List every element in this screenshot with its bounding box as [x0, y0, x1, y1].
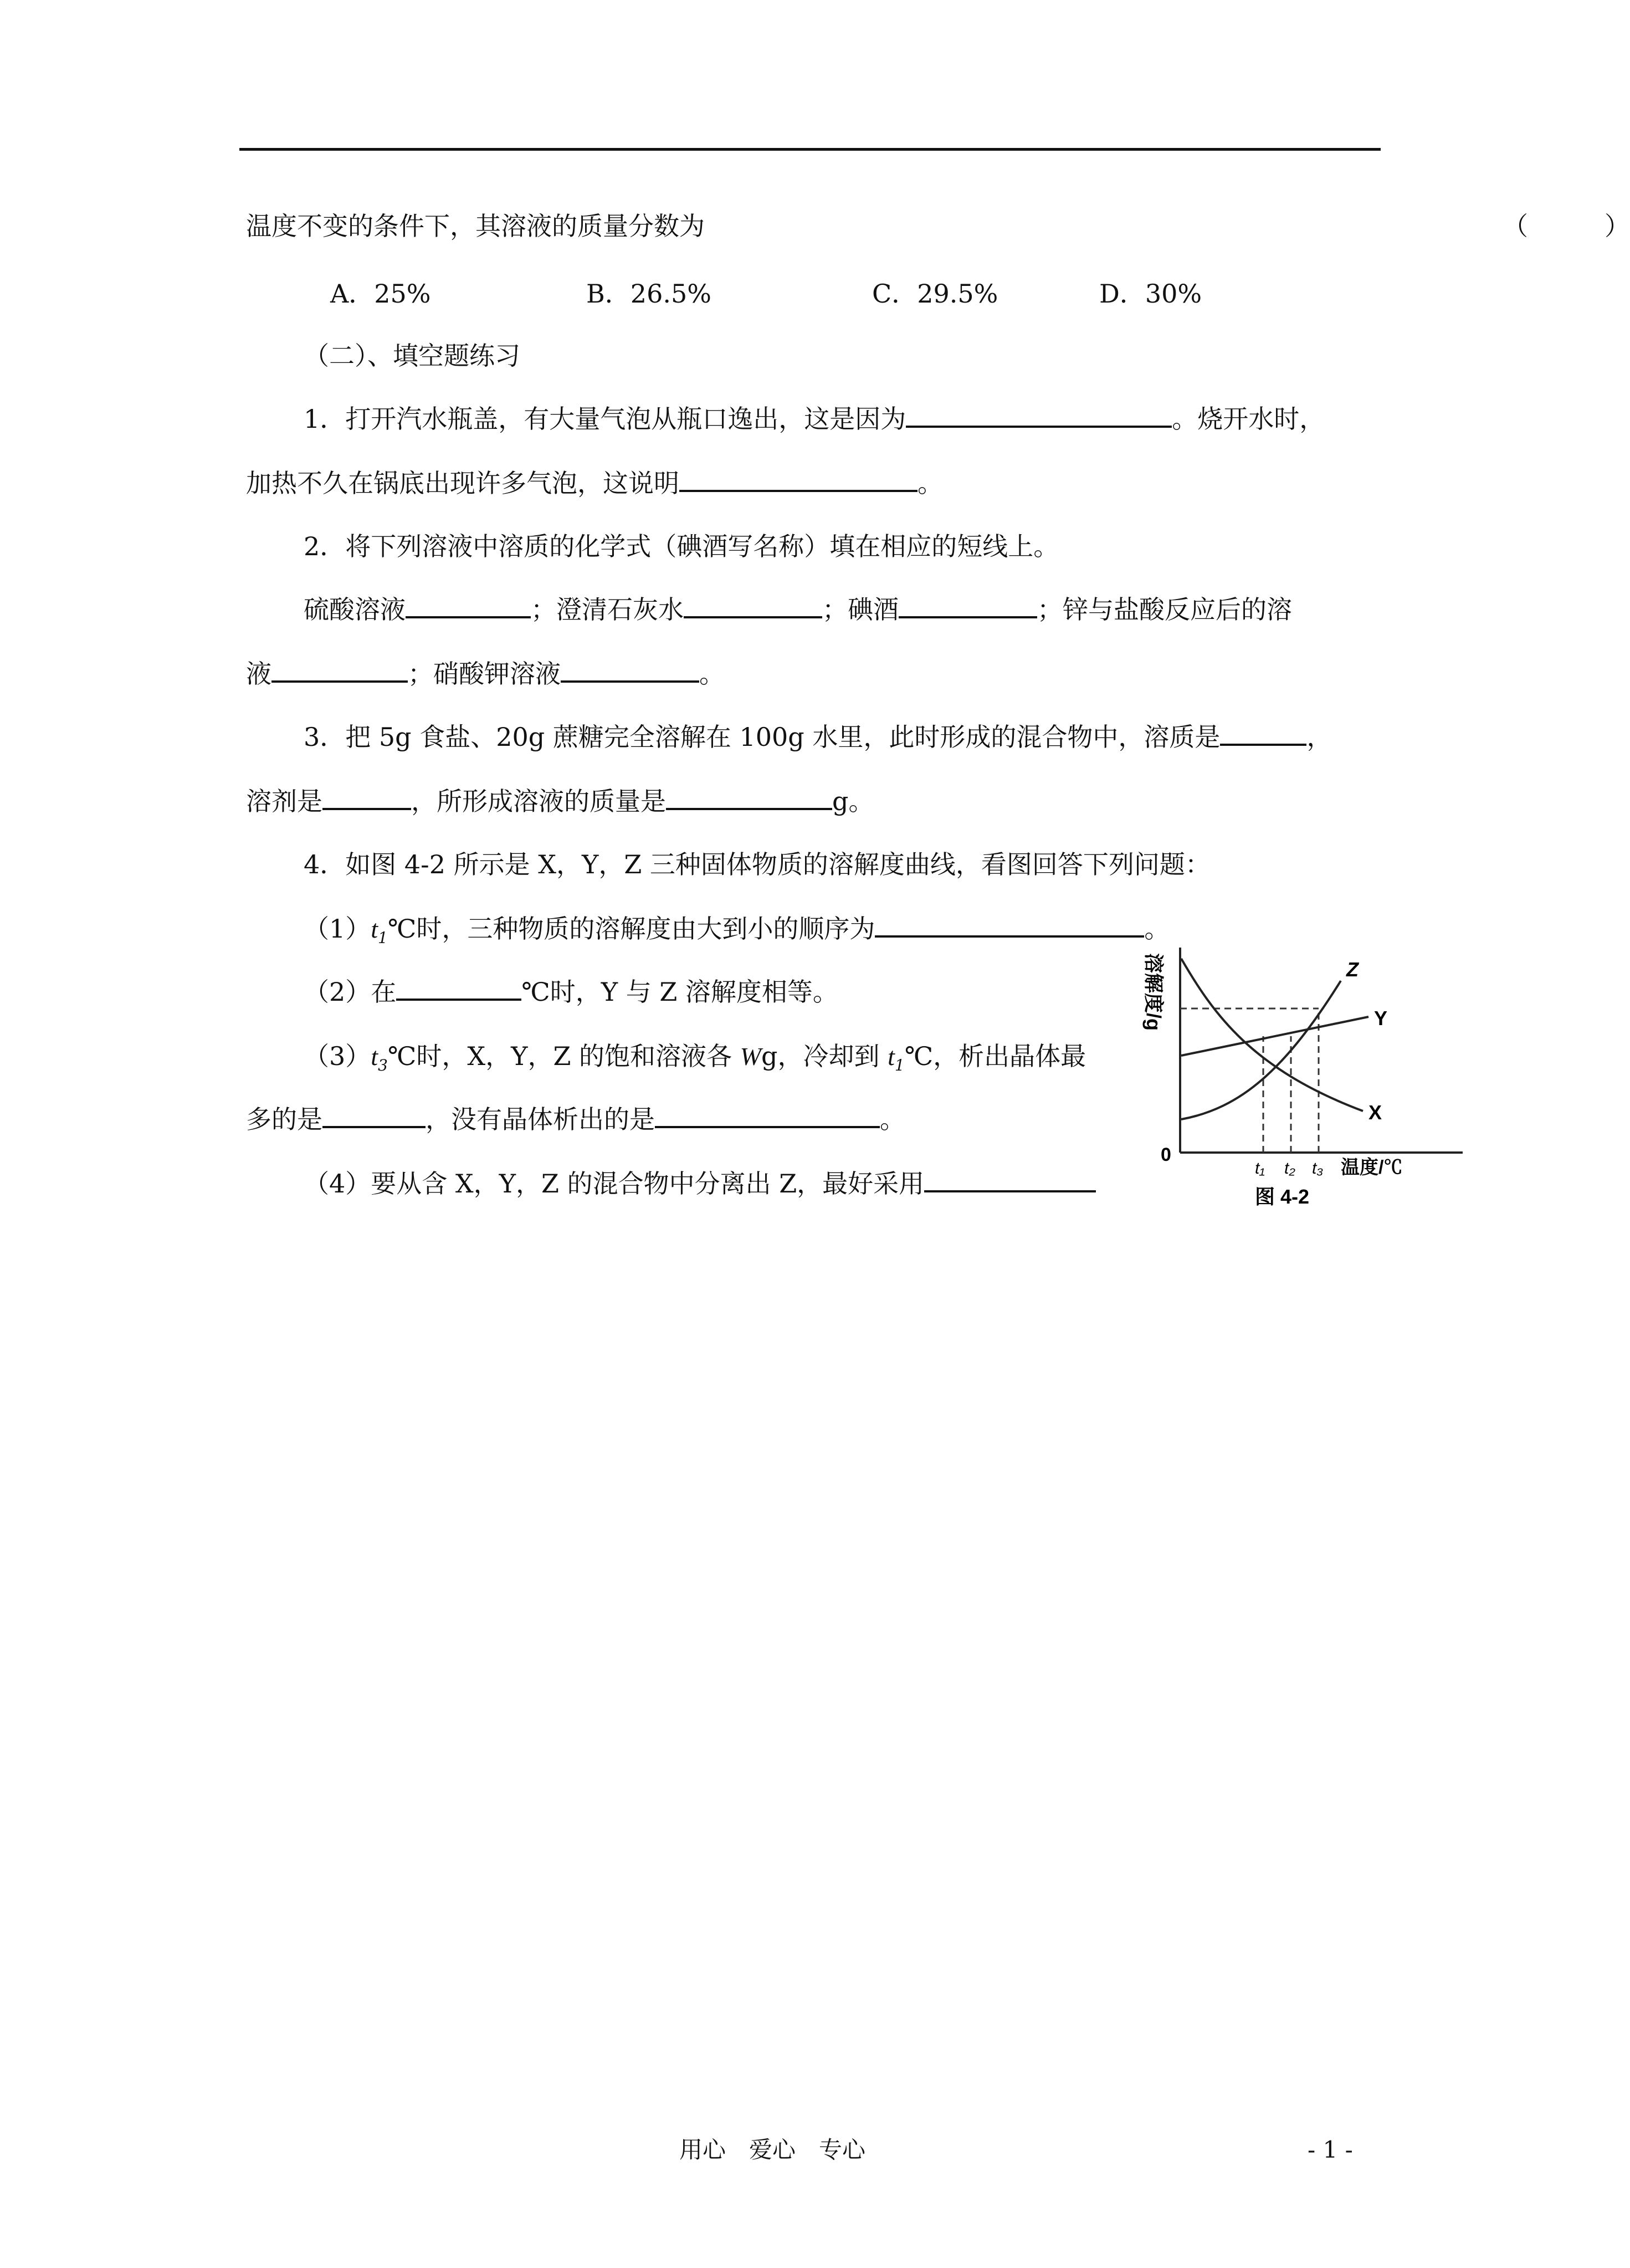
q4-blank-3[interactable]: [322, 1103, 426, 1128]
q4-p3-text-g: 。: [880, 1104, 905, 1134]
q4-stem: 4．如图 4-2 所示是 X，Y，Z 三种固体物质的溶解度曲线，看图回答下列问题：: [304, 849, 1211, 879]
q2-text-a: 硫酸溶液: [304, 595, 406, 624]
q4-p4-text-a: （4）要从含 X，Y，Z 的混合物中分离出 Z，最好采用: [304, 1169, 925, 1199]
section-title: （二）、填空题练习: [304, 341, 520, 371]
q4-p3-text-f: ，没有晶体析出的是: [426, 1104, 655, 1134]
q1-blank-1[interactable]: [906, 402, 1172, 428]
q1-text-a: 1．打开汽水瓶盖，有大量气泡从瓶口逸出，这是因为: [304, 404, 906, 434]
q3-text-c: 溶剂是: [246, 786, 322, 816]
q4-p1-sub: 1: [378, 929, 388, 948]
curve-x: [1181, 959, 1363, 1111]
q4-p3-w: W: [740, 1042, 761, 1071]
q2-text-b: ；澄清石灰水: [531, 595, 684, 624]
q4-p3-sub: 3: [378, 1056, 388, 1075]
q3-text-e: g。: [832, 786, 874, 816]
q2-blank-5[interactable]: [561, 657, 699, 683]
q4-p2-text-a: （2）在: [304, 977, 397, 1007]
tick-t2: t₂: [1284, 1159, 1295, 1177]
q4-p1-text-a: （1）: [304, 914, 371, 944]
q4-p3-sub2: 1: [894, 1056, 905, 1075]
q4-p2-text-b: ℃时，Y 与 Z 溶解度相等。: [521, 977, 838, 1007]
q4-p3-text-c: g，冷却到: [761, 1041, 888, 1071]
q2-text-e: 液: [246, 659, 271, 689]
q1-text-d: 。: [917, 468, 943, 498]
header-rule: [239, 148, 1381, 151]
q2-stem: 2．将下列溶液中溶质的化学式（碘酒写名称）填在相应的短线上。: [304, 531, 1059, 561]
curve-label-y: Y: [1374, 1007, 1388, 1030]
q3-text-d: ，所形成溶液的质量是: [411, 786, 666, 816]
solubility-figure: [1130, 942, 1474, 1221]
q2-text-c: ；碘酒: [822, 595, 899, 624]
curve-label-x: X: [1368, 1101, 1382, 1124]
curve-y: [1181, 1017, 1368, 1056]
tick-t1: t₁: [1255, 1159, 1265, 1177]
q4-blank-4[interactable]: [655, 1103, 880, 1128]
q2-blank-1[interactable]: [406, 593, 531, 618]
q1-line2: [246, 467, 1376, 500]
q2-text-d: ；锌与盐酸反应后的溶: [1037, 595, 1292, 624]
q2-blank-2[interactable]: [684, 593, 822, 618]
q3-text-b: ，: [1306, 722, 1332, 752]
option-c: C．29.5%: [872, 279, 998, 309]
option-a: A．25%: [330, 279, 431, 309]
q2-line2: [246, 657, 1376, 690]
q3-text-a: 3．把 5g 食盐、20g 蔗糖完全溶解在 100g 水里，此时形成的混合物中，溶质是: [304, 722, 1221, 752]
y-axis-label: 溶解度/g: [1142, 953, 1165, 1031]
q2-text-g: 。: [699, 659, 725, 689]
q1-text-c: 加热不久在锅底出现许多气泡，这说明: [246, 468, 679, 498]
intro-text: 温度不变的条件下，其溶液的质量分数为: [246, 211, 705, 241]
x-axis-label: 温度/℃: [1341, 1157, 1403, 1178]
q4-blank-2[interactable]: [396, 975, 521, 1001]
q2-text-f: ；硝酸钾溶液: [408, 659, 561, 689]
q4-p1-t: t: [371, 915, 378, 943]
intro-line: [246, 209, 1630, 243]
q1-blank-2[interactable]: [679, 467, 917, 492]
origin-label: 0: [1161, 1144, 1171, 1165]
curve-label-z: Z: [1346, 958, 1359, 981]
q1-text-b: 。烧开水时，: [1172, 404, 1325, 434]
q4-p3-t: t: [371, 1042, 378, 1071]
q3-blank-1[interactable]: [1220, 720, 1306, 746]
figure-caption: 图 4-2: [1255, 1185, 1310, 1208]
q4-p3-text-a: （3）: [304, 1041, 371, 1071]
q4-p3-text-b: ℃时，X，Y，Z 的饱和溶液各: [387, 1041, 740, 1071]
q2-blank-3[interactable]: [899, 593, 1037, 618]
q2-line1: [304, 593, 1434, 626]
q4-blank-1[interactable]: [875, 912, 1144, 938]
q4-p3-t2: t: [888, 1042, 895, 1071]
option-b: B．26.5%: [586, 279, 711, 309]
page-number: - 1 -: [1308, 2136, 1353, 2163]
q4-p3-text-d: ℃，析出晶体最: [904, 1041, 1086, 1071]
answer-paren: （ ）: [1503, 211, 1630, 241]
tick-t3: t₃: [1312, 1159, 1324, 1177]
option-d: D．30%: [1099, 279, 1202, 309]
solubility-chart-svg: [1130, 942, 1474, 1219]
q3-line2: [246, 785, 1376, 818]
q4-p3-text-e: 多的是: [246, 1104, 322, 1134]
q3-blank-3[interactable]: [666, 785, 832, 810]
q2-blank-4[interactable]: [271, 657, 408, 683]
q1-line1: [304, 402, 1434, 436]
q4-p1-text-c: 。: [1144, 914, 1170, 944]
q3-line1: [304, 720, 1434, 754]
q3-blank-2[interactable]: [322, 785, 411, 810]
footer-motto: 用心 爱心 专心: [679, 2136, 866, 2163]
q4-blank-5[interactable]: [924, 1167, 1096, 1192]
q4-p1-text-b: ℃时，三种物质的溶解度由大到小的顺序为: [387, 914, 875, 944]
